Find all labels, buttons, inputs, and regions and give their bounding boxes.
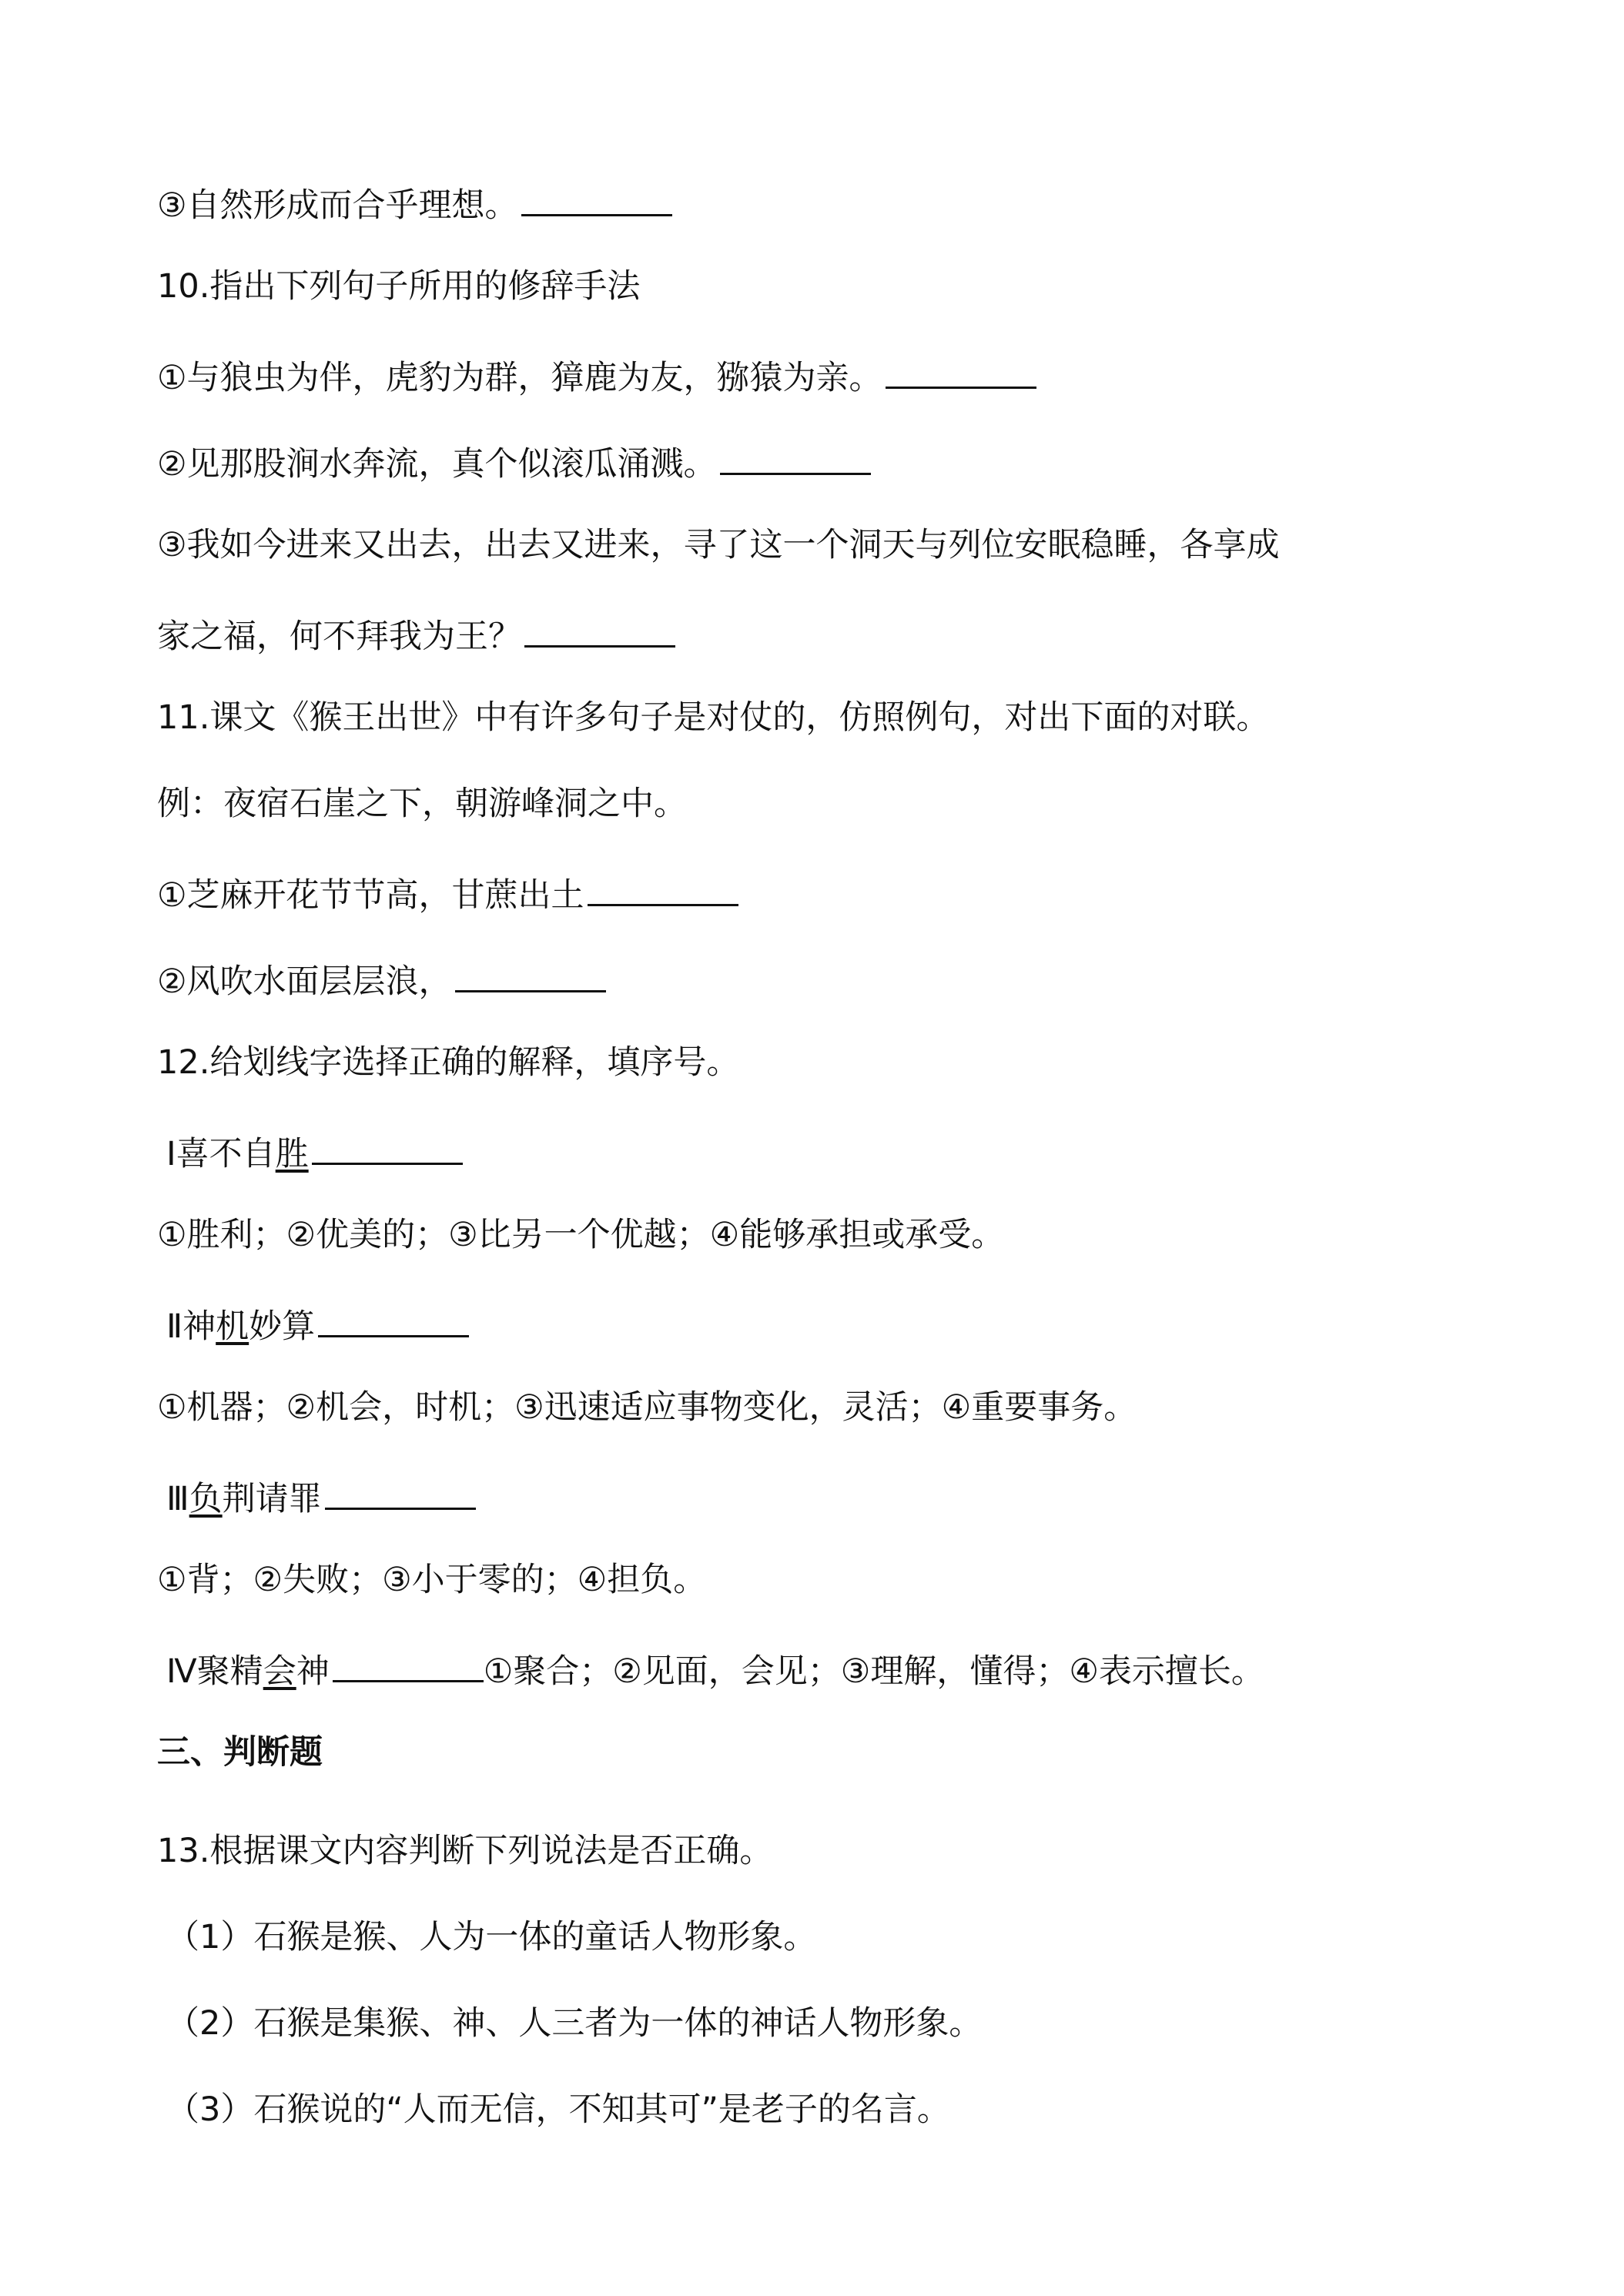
- q13-item-2-text: （2）石猴是集猴、神、人三者为一体的神话人物形象。: [166, 2004, 983, 2043]
- q12-item-III-text-end: 荆请罪: [222, 1480, 322, 1518]
- answer-blank[interactable]: [588, 867, 738, 906]
- q10-item-1: [157, 350, 1532, 401]
- answer-blank[interactable]: [333, 1643, 484, 1682]
- underlined-char: 胜: [275, 1135, 309, 1173]
- q10-item-3b: [157, 608, 1532, 660]
- q12-item-II: [166, 1298, 1532, 1350]
- q10-item-2-text: ②见那股涧水奔流，真个似滚瓜涌溅。: [157, 445, 717, 484]
- q11-item-2: [157, 953, 1532, 1005]
- q11-title-text: 11.课文《猴王出世》中有许多句子是对仗的，仿照例句，对出下面的对联。: [157, 698, 1270, 737]
- answer-blank[interactable]: [886, 350, 1036, 389]
- q12-item-II-text-end: 妙算: [249, 1307, 316, 1346]
- q12-item-IV-options-text: ①聚合；②见面，会见；③理解，懂得；④表示擅长。: [483, 1652, 1264, 1691]
- q13-title: [157, 1828, 1532, 1874]
- q12-item-III-options-text: ①背；②失败；③小于零的；④担负。: [157, 1561, 707, 1599]
- q13-title-text: 13.根据课文内容判断下列说法是否正确。: [157, 1832, 773, 1870]
- q12-item-I-options-text: ①胜利；②优美的；③比另一个优越；④能够承担或承受。: [157, 1216, 1005, 1254]
- q11-example: [157, 781, 1532, 827]
- q13-item-1: [166, 1914, 1532, 1960]
- q10-item-3a: [157, 522, 1532, 568]
- q13-item-3-text: （3）石猴说的“人而无信，不知其可”是老子的名言。: [166, 2090, 950, 2129]
- q12-item-IV: [166, 1643, 1532, 1695]
- q10-item-3a-text: ③我如今进来又出去，出去又进来，寻了这一个洞天与列位安眠稳睡，各享成: [157, 526, 1280, 564]
- answer-blank[interactable]: [521, 177, 672, 216]
- q12-item-III-options: [157, 1557, 1532, 1603]
- q9-item-3-text: ③自然形成而合乎理想。: [157, 186, 518, 225]
- section-heading: [157, 1729, 1532, 1776]
- q11-item-2-text: ②风吹水面层层浪，: [157, 962, 452, 1001]
- q10-item-1-text: ①与狼虫为伴，虎豹为群，獐鹿为友，猕猿为亲。: [157, 359, 882, 397]
- q12-item-IV-text: Ⅳ聚精: [166, 1652, 263, 1691]
- q10-item-3b-text: 家之福，何不拜我为王？: [157, 618, 521, 656]
- q12-item-I-options: [157, 1212, 1532, 1258]
- q11-title: [157, 694, 1532, 741]
- q12-item-I: [166, 1126, 1532, 1177]
- answer-blank[interactable]: [524, 608, 675, 648]
- q11-item-1: [157, 867, 1532, 919]
- q13-item-2: [166, 2000, 1532, 2047]
- answer-blank[interactable]: [455, 953, 606, 992]
- q11-item-1-text: ①芝麻开花节节高，甘蔗出土: [157, 876, 584, 915]
- q13-item-3: [166, 2087, 1532, 2133]
- q12-item-III: [166, 1471, 1532, 1522]
- q12-item-III-text: Ⅲ: [166, 1480, 189, 1518]
- q10-title: [157, 263, 1532, 310]
- q12-item-II-options: [157, 1384, 1532, 1431]
- q12-item-II-text: Ⅱ神: [166, 1307, 216, 1346]
- underlined-char: 负: [189, 1480, 223, 1518]
- q12-title-text: 12.给划线字选择正确的解释，填序号。: [157, 1043, 740, 1082]
- q13-item-1-text: （1）石猴是猴、人为一体的童话人物形象。: [166, 1918, 817, 1956]
- q12-item-II-options-text: ①机器；②机会，时机；③迅速适应事物变化，灵活；④重要事务。: [157, 1388, 1137, 1427]
- answer-blank[interactable]: [325, 1471, 476, 1510]
- q12-title: [157, 1039, 1532, 1086]
- q10-title-text: 10.指出下列句子所用的修辞手法: [157, 267, 641, 306]
- answer-blank[interactable]: [720, 436, 871, 475]
- answer-blank[interactable]: [318, 1298, 469, 1337]
- underlined-char: 机: [216, 1307, 249, 1346]
- q12-item-IV-text-end: 神: [296, 1652, 330, 1691]
- section-heading-text: 三、判断题: [157, 1733, 323, 1772]
- q9-item-3: [157, 177, 1532, 229]
- q10-item-2: [157, 436, 1532, 487]
- q11-example-text: 例：夜宿石崖之下，朝游峰洞之中。: [157, 785, 687, 823]
- underlined-char: 会: [263, 1652, 296, 1691]
- answer-blank[interactable]: [312, 1126, 463, 1165]
- q12-item-I-text: Ⅰ喜不自: [166, 1135, 276, 1173]
